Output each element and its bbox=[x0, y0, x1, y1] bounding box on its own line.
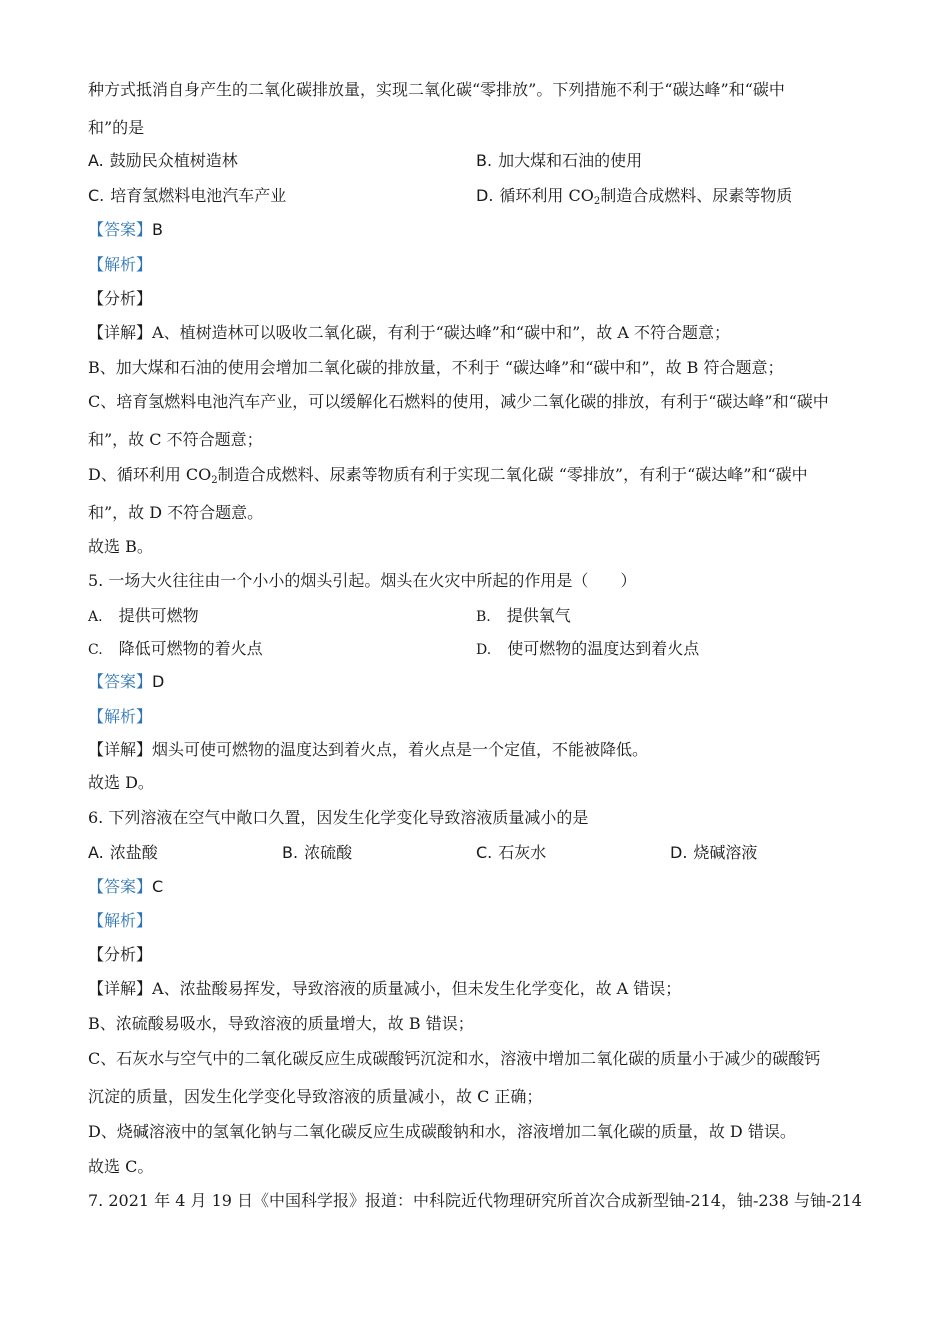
q4-detail-4b: 和”，故 D 不符合题意。 bbox=[88, 503, 264, 522]
q4-detail-2: B、加大煤和石油的使用会增加二氧化碳的排放量，不利于 “碳达峰”和“碳中和”，故 B 符合题意； bbox=[88, 358, 784, 377]
q6-detail-1: 【详解】A、浓盐酸易挥发，导致溶液的质量减小，但未发生化学变化，故 A 错误； bbox=[88, 979, 682, 998]
q4-conclusion: 故选 B。 bbox=[88, 537, 153, 556]
q6-conclusion: 故选 C。 bbox=[88, 1157, 154, 1176]
q4-detail-3b: 和”，故 C 不符合题意； bbox=[88, 430, 263, 449]
q5-stem: 5. 一场大火往往由一个小小的烟头引起。烟头在火灾中所起的作用是（ ） bbox=[88, 571, 637, 590]
q5-option-b: B. 提供氧气 bbox=[476, 606, 571, 625]
q5-analysis-label: 【解析】 bbox=[88, 707, 153, 726]
q6-detail-3a: C、石灰水与空气中的二氧化碳反应生成碳酸钙沉淀和水，溶液中增加二氧化碳的质量小于减少的碳酸钙 bbox=[88, 1049, 821, 1068]
q4-option-d: D. 循环利用 $CO_2$制造合成燃料、尿素等物质 bbox=[476, 186, 793, 207]
q4-stem-line-2: 和”的是 bbox=[88, 118, 145, 137]
q4-stem-line-1: 种方式抵消自身产生的二氧化碳排放量，实现二氧化碳“零排放”。下列措施不利于“碳达峰”和“碳中 bbox=[88, 80, 785, 99]
q4-analysis-label: 【解析】 bbox=[88, 255, 153, 274]
q4-option-b: B. 加大煤和石油的使用 bbox=[476, 151, 643, 170]
q6-detail-4: D、烧碱溶液中的氢氧化钠与二氧化碳反应生成碳酸钠和水，溶液增加二氧化碳的质量，故 D 错误。 bbox=[88, 1122, 796, 1141]
q4-option-c: C. 培育氢燃料电池汽车产业 bbox=[88, 186, 287, 205]
q4-detail-4a: D、循环利用 $CO_2$制造合成燃料、尿素等物质有利于实现二氧化碳 “零排放”，有利于“碳达峰”和“碳中 bbox=[88, 465, 808, 486]
q7-stem: 7. 2021 年 4 月 19 日《中国科学报》报道：中科院近代物理研究所首次合成新型铀-214，铀-238 与铀-214 bbox=[88, 1191, 862, 1210]
q5-detail: 【详解】烟头可使可燃物的温度达到着火点，着火点是一个定值，不能被降低。 bbox=[88, 740, 649, 759]
q4-detail-1: 【详解】A、植树造林可以吸收二氧化碳，有利于“碳达峰”和“碳中和”，故 A 不符合题意； bbox=[88, 323, 731, 342]
q5-option-a: A. 提供可燃物 bbox=[88, 606, 199, 625]
q6-answer: 【答案】C bbox=[88, 877, 164, 896]
q6-option-a: A. 浓盐酸 bbox=[88, 843, 158, 862]
q6-analysis-label: 【解析】 bbox=[88, 911, 153, 930]
q6-stem: 6. 下列溶液在空气中敞口久置，因发生化学变化导致溶液质量减小的是 bbox=[88, 808, 589, 827]
q6-option-b: B. 浓硫酸 bbox=[282, 843, 353, 862]
q6-fenxi-label: 【分析】 bbox=[88, 945, 153, 964]
q5-conclusion: 故选 D。 bbox=[88, 773, 154, 792]
q4-answer: 【答案】B bbox=[88, 220, 163, 239]
q5-option-d: D. 使可燃物的温度达到着火点 bbox=[476, 639, 700, 658]
q4-option-a: A. 鼓励民众植树造林 bbox=[88, 151, 238, 170]
q5-option-c: C. 降低可燃物的着火点 bbox=[88, 639, 263, 658]
q6-option-c: C. 石灰水 bbox=[476, 843, 547, 862]
q4-fenxi-label: 【分析】 bbox=[88, 289, 153, 308]
q6-detail-2: B、浓硫酸易吸水，导致溶液的质量增大，故 B 错误； bbox=[88, 1014, 474, 1033]
q6-detail-3b: 沉淀的质量，因发生化学变化导致溶液的质量减小，故 C 正确； bbox=[88, 1087, 543, 1106]
q4-detail-3a: C、培育氢燃料电池汽车产业，可以缓解化石燃料的使用，减少二氧化碳的排放，有利于“碳达峰”和“碳中 bbox=[88, 392, 829, 411]
q5-answer: 【答案】D bbox=[88, 672, 165, 691]
q6-option-d: D. 烧碱溶液 bbox=[670, 843, 758, 862]
